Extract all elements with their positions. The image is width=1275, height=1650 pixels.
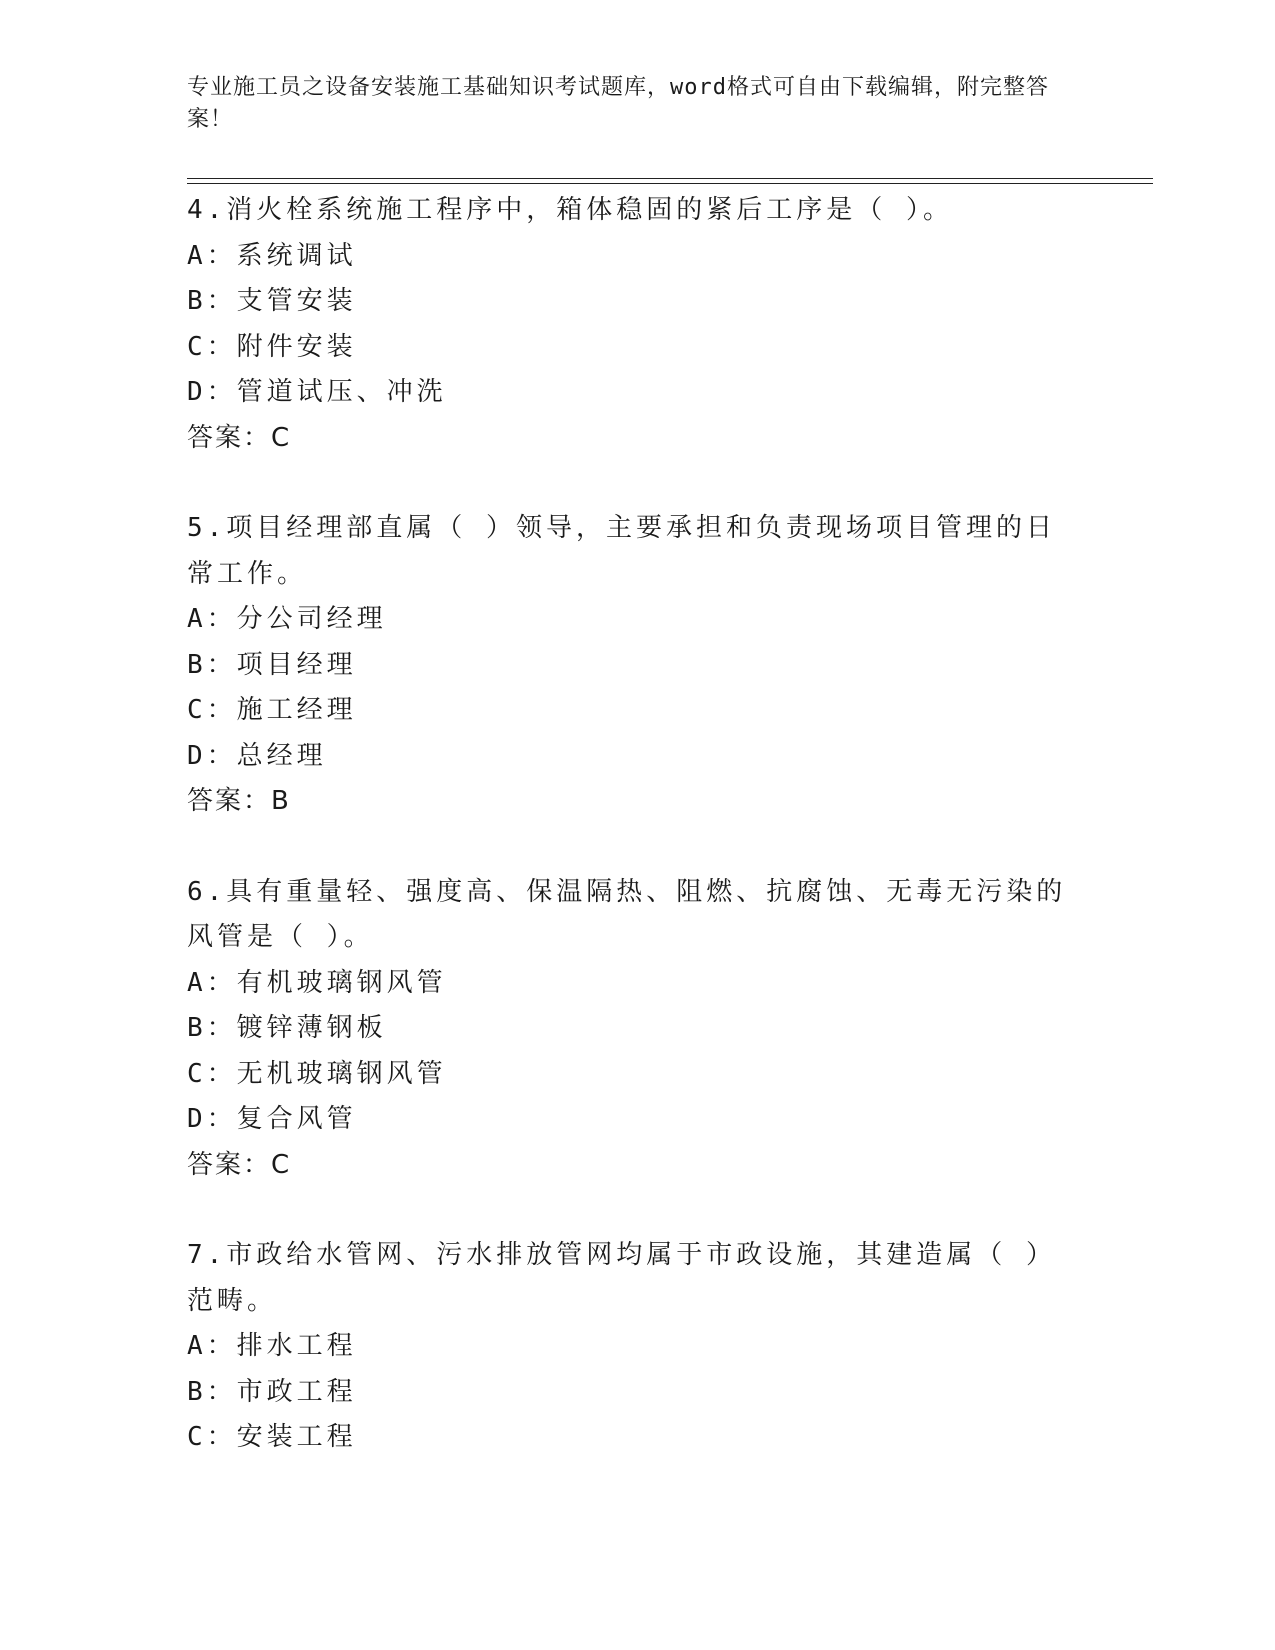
question-4 bbox=[187, 188, 1087, 461]
option-d: D：复合风管 bbox=[187, 1104, 357, 1134]
answer-line: 答案：C bbox=[187, 422, 292, 453]
question-stem: 7.市政给水管网、污水排放管网均属于市政设施，其建造属（ ）范畴。 bbox=[187, 1240, 1056, 1316]
option-d: D：总经理 bbox=[187, 740, 327, 771]
option-b: B：支管安装 bbox=[187, 286, 357, 316]
question-list bbox=[187, 188, 1087, 1506]
answer-line: 答案：B bbox=[187, 786, 291, 816]
option-a: A：排水工程 bbox=[187, 1331, 357, 1361]
option-b: B：市政工程 bbox=[187, 1376, 357, 1407]
option-c: C：附件安装 bbox=[187, 331, 357, 362]
option-a: A：分公司经理 bbox=[187, 604, 387, 634]
question-stem: 4.消火栓系统施工程序中，箱体稳固的紧后工序是（ ）。 bbox=[187, 195, 953, 225]
option-c: C：安装工程 bbox=[187, 1422, 357, 1452]
option-a: A：系统调试 bbox=[187, 240, 357, 271]
header-divider-top bbox=[187, 178, 1153, 179]
question-5 bbox=[187, 506, 1087, 825]
question-stem: 6.具有重量轻、强度高、保温隔热、阻燃、抗腐蚀、无毒无污染的风管是（ ）。 bbox=[187, 876, 1067, 952]
option-a: A：有机玻璃钢风管 bbox=[187, 967, 447, 998]
option-b: B：项目经理 bbox=[187, 649, 357, 680]
document-header: 专业施工员之设备安装施工基础知识考试题库，word格式可自由下载编辑，附完整答案！ bbox=[187, 75, 1049, 132]
option-d: D：管道试压、冲洗 bbox=[187, 377, 447, 407]
question-stem: 5.项目经理部直属（ ）领导，主要承担和负责现场项目管理的日常工作。 bbox=[187, 513, 1056, 589]
option-c: C：施工经理 bbox=[187, 695, 357, 725]
question-7 bbox=[187, 1233, 1087, 1461]
option-b: B：镀锌薄钢板 bbox=[187, 1013, 387, 1043]
question-6 bbox=[187, 870, 1087, 1189]
option-c: C：无机玻璃钢风管 bbox=[187, 1058, 447, 1089]
answer-line: 答案：C bbox=[187, 1149, 292, 1180]
header-divider-bottom bbox=[187, 183, 1153, 184]
